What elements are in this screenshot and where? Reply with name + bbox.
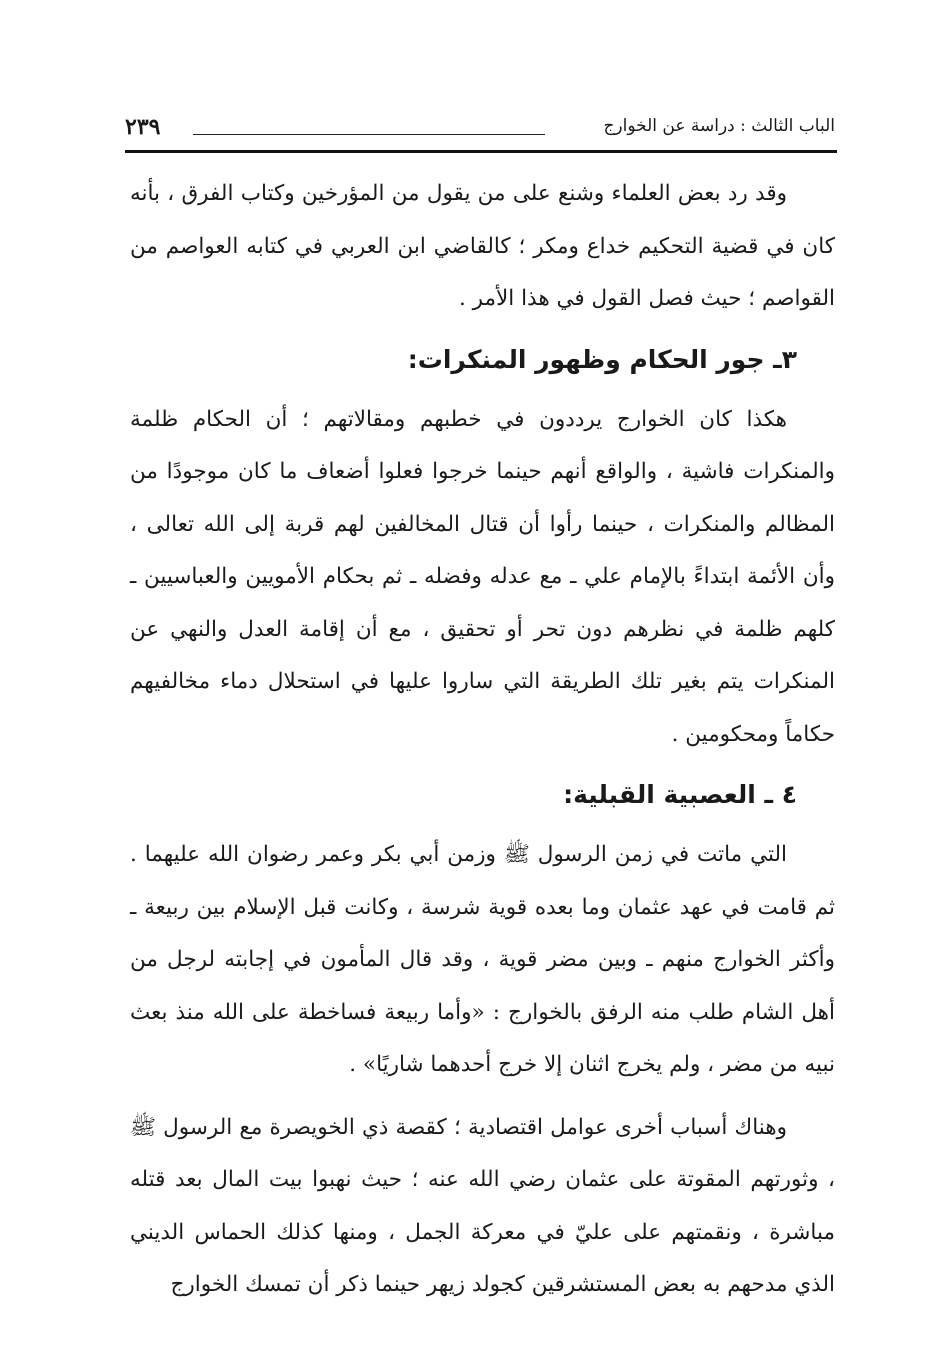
- paragraph-1: وقد رد بعض العلماء وشنع على من يقول من المؤرخين وكتاب الفرق ، بأنه كان في قضية التحكيم خداع ومكر ؛ كالقاضي ابن العربي في كتابه العواصم من القواصم ؛ حيث فصل القول في هذا الأمر .: [130, 181, 835, 311]
- paragraph-4: وهناك أسباب أخرى عوامل اقتصادية ؛ كقصة ذي الخويصرة مع الرسول ﷺ ، وثورتهم المقوتة على عثمان رضي الله عنه ؛ حيث نهبوا بيت المال بعد قتله مباشرة ، ونقمتهم على عليّ في معركة الجمل ، ومنها كذلك الحماس الديني الذي مدحهم به بعض المستشرقين كجولد زيهر حينما ذكر أن تمسك الخوارج: [130, 1114, 835, 1297]
- running-header: [125, 112, 835, 148]
- paragraph-3: التي ماتت في زمن الرسول ﷺ وزمن أبي بكر وعمر رضوان الله عليهما . ثم قامت في عهد عثمان وما بعده قوية شرسة ، وكانت قبل الإسلام بين ربيعة ـ وأكثر الخوارج منهم ـ وبين مضر قوية ، وقد قال المأمون في إجابته لرجل من أهل الشام طلب منه الرفق بالخوارج : «وأما ربيعة فساخطة على الله منذ بعث نبيه من مضر ، ولم يخرج اثنان إلا خرج أحدهما شاريًا» .: [130, 842, 835, 1077]
- section-heading-3: ٣ـ جور الحكام وظهور المنكرات:: [407, 344, 797, 374]
- paragraph-2: هكذا كان الخوارج يرددون في خطبهم ومقالاتهم ؛ أن الحكام ظلمة والمنكرات فاشية ، والواقع أنهم حينما خرجوا فعلوا أضعاف ما كان موجودًا من المظالم والمنكرات ، حينما رأوا أن قتال المخالفين لهم قربة إلى الله تعالى ، وأن الأئمة ابتداءً بالإمام علي ـ مع عدله وفضله ـ ثم بحكام الأمويين والعباسيين ـ كلهم ظلمة في نظرهم دون تحر أو تحقيق ، مع أن إقامة العدل والنهي عن المنكرات يتم بغير تلك الطريقة التي ساروا عليها في استحلال دماء مخالفيهم حكاماً ومحكومين .: [130, 406, 835, 747]
- header-rule: [125, 150, 837, 153]
- header-leader-line: [193, 134, 545, 135]
- body-text: [130, 168, 835, 1312]
- chapter-title: الباب الثالث : دراسة عن الخوارج: [603, 116, 835, 136]
- section-heading-4: ٤ ـ العصبية القبلية:: [563, 780, 797, 809]
- page-number: ٢٣٩: [125, 114, 161, 140]
